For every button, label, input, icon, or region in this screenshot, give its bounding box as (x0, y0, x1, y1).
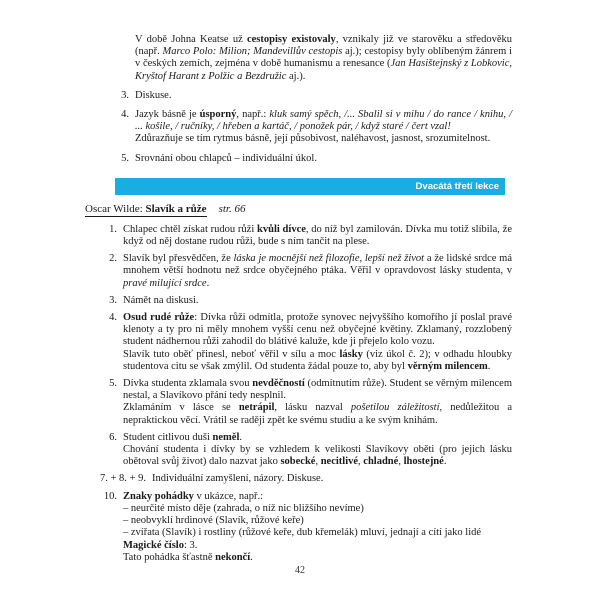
list-item-text: Slavík byl přesvědčen, že láska je mocnější než filozofie, lepší než život a že lidské srdce má mnohem větší hodnotu než srdce obyčejného ptáka. Věřil v opravdovost lásky studenta, v pravé milující srdce. (123, 253, 513, 289)
list-item-text: Osud rudé růže: Dívka růži odmítla, protože synovec nejvyššího komořího jí poslal pravé klenoty a ty pro ni měly mnohem vyšší cenu než obyčejné květiny. Zklamaný, rozzlobený student nádhernou růži zahodil do blátivé kaluže, kde ji přejelo kolo vozu. Slavík tuto oběť přinesl, neboť věřil v sílu a moc lásky (viz úkol č. 2); v odhadu hloubky studentova citu se však zmýlil. Od studenta žádal pouze to, aby byl věrným milencem. (123, 312, 512, 372)
lesson-header-bar: Dvacátá třetí lekce (115, 178, 505, 195)
list-item-text: Námět na diskusi. (123, 294, 199, 306)
list-item-number: 6. (109, 431, 117, 443)
list-item-text: Dívka studenta zklamala svou nevděčností (odmítnutím růže). Student se věrným milencem nestal, a Slavíkovo přání tedy nesplnil. Zklamáním v lásce se netrápil, lásku nazval pošetilou záležitostí, nedůležitou a nepraktickou věcí. Vrátil se raději zpět ke svému studiu a ke svým knihám. (123, 378, 512, 426)
list-item-text: Srovnání obou chlapců – individuální úkol. (135, 152, 317, 164)
list-item (100, 224, 512, 248)
lesson-title (85, 202, 512, 216)
list-item-text: Znaky pohádky v ukázce, např.: – neurčité místo děje (zahrada, o níž nic bližšího nevíme) – neobvyklí hrdinové (Slavík, růžové keře) – zvířata (Slavík) i rostliny (růžové keře, dub křemelák) mluví, jednají a cítí jako lidé Magické číslo: 3. Tato pohádka šťastně nekončí. (123, 490, 482, 563)
paragraph: V době Johna Keatse už cestopisy existovaly, vznikaly již ve starověku a středověku (např. Marco Polo: Milion; Mandevillův cestopis aj.); cestopisy byly oblíbeným žánrem i v českých zemích, zejména v době humanismu a renesance (Jan Hasištejnský z Lobkovic, Kryštof Harant z Polžic a Bezdružic aj.). (135, 34, 513, 82)
list-item-text: Student citlivou duši neměl. Chování studenta i dívky by se vzhledem k velikosti Slavíkovy oběti (pro jejich lásku obětoval svůj život) dalo nazvat jako sobecké, necitlivé, chladné, lhostejné. (123, 431, 512, 468)
list-item (100, 378, 512, 427)
list-item-number: 7. + 8. + 9. (100, 473, 146, 485)
list-item-text: Jazyk básně je úsporný, např.: kluk samý spěch, /... Sbalil si v mihu / do rance / knihu, / ... košile, / ručníky, / hřeben a kartáč, / ponožek pár, / když staré / čert vzal! Zdůrazňuje se tím rytmus básně, její působivost, naléhavost, jasnost, srozumitelnost. (135, 109, 513, 145)
lesson-author: Oscar Wilde: (85, 202, 146, 215)
list-item-number: 4. (109, 312, 117, 324)
list-item-text: Chlapec chtěl získat rudou růži kvůli dívce, do níž byl zamilován. Dívka mu totiž slíbila, že když od něj dostane rudou růži, bude s ním tančit na plese. (123, 223, 512, 248)
list-item-text: Individuální zamyšlení, názory. Diskuse. (151, 473, 324, 485)
list-item (112, 109, 512, 146)
list-item (100, 491, 512, 564)
list-item (100, 432, 512, 469)
list-item-text: Diskuse. (135, 89, 172, 101)
list-item-number: 5. (109, 378, 117, 390)
list-item-number: 5. (121, 152, 129, 164)
lesson-work-title: Slavík a růže (145, 202, 207, 215)
list-item (112, 90, 512, 102)
lesson-title-underlined (85, 203, 207, 218)
list-item (100, 295, 512, 307)
lesson-page-ref: str. 66 (218, 202, 246, 215)
list-item (100, 312, 512, 373)
list-item (100, 253, 512, 290)
top-section (112, 34, 512, 165)
list-item (100, 473, 512, 485)
list-item-number: 3. (109, 294, 117, 306)
list-item-number: 3. (121, 89, 129, 101)
list-item-number: 4. (121, 109, 129, 121)
page-number: 42 (295, 564, 305, 576)
list-item-number: 2. (109, 253, 117, 265)
list-item-number: 10. (103, 490, 117, 502)
list-item (112, 153, 512, 165)
list-item-number: 1. (109, 223, 117, 235)
main-section (100, 224, 512, 564)
